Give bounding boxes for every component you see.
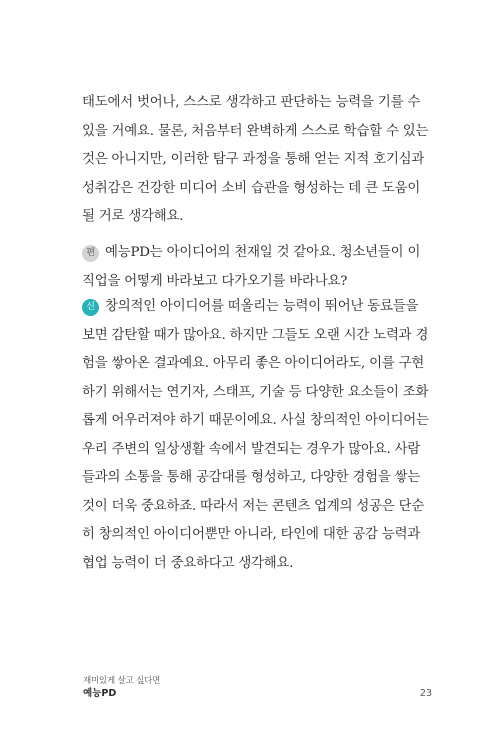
book-subtitle: 재미있게 살고 싶다면 bbox=[83, 676, 161, 686]
answer-line: 것이 더욱 중요하죠. 따라서 저는 콘텐츠 업계의 성공은 단순 bbox=[82, 498, 425, 514]
answer-line: 들과의 소통을 통해 공감대를 형성하고, 다양한 경험을 쌓는 bbox=[82, 470, 421, 485]
answer-line: 하기 위해서는 연기자, 스태프, 기술 등 다양한 요소들이 조화 bbox=[82, 384, 429, 400]
answer-line: 히 창의적인 아이디어뿐만 아니라, 타인에 대한 공감 능력과 bbox=[82, 527, 421, 542]
text-line: 것은 아니지만, 이러한 탐구 과정을 통해 얻는 지적 호기심과 bbox=[82, 152, 425, 167]
answer-line: 험을 쌓아온 결과예요. 아무리 좋은 아이디어라도, 이를 구현 bbox=[82, 356, 425, 371]
answer-line bbox=[82, 293, 432, 322]
answer-line: 우리 주변의 일상생활 속에서 발견되는 경우가 많아요. 사람 bbox=[82, 441, 421, 457]
text-line: 있을 거예요. 물론, 처음부터 완벽하게 스스로 학습할 수 있는 bbox=[82, 123, 429, 139]
interviewee-badge: 신 bbox=[82, 299, 99, 316]
text-line: 성취감은 건강한 미디어 소비 습관을 형성하는 데 큰 도움이 bbox=[82, 180, 421, 196]
answer-text: 창의적인 아이디어를 떠올리는 능력이 뛰어난 동료들을 bbox=[105, 299, 419, 314]
paragraph-intro bbox=[82, 89, 432, 232]
question-text: 예능PD는 아이디어의 천재일 것 같아요. 청소년들이 이 bbox=[105, 245, 421, 260]
question-line bbox=[82, 239, 432, 268]
question-line: 직업을 어떻게 바라보고 다가오기를 바라나요? bbox=[82, 273, 348, 289]
answer-line: 보면 감탄할 때가 많아요. 하지만 그들도 오랜 시간 노력과 경 bbox=[82, 327, 429, 343]
page-number: 23 bbox=[419, 688, 432, 699]
answer-line: 협업 능력이 더 중요하다고 생각해요. bbox=[82, 555, 294, 571]
interview-answer bbox=[82, 293, 432, 578]
text-line: 태도에서 벗어나, 스스로 생각하고 판단하는 능력을 기를 수 bbox=[82, 95, 421, 110]
answer-line: 롭게 어우러져야 하기 때문이에요. 사실 창의적인 아이디어는 bbox=[82, 413, 429, 428]
running-footer bbox=[83, 675, 160, 700]
text-line: 될 거로 생각해요. bbox=[82, 209, 184, 224]
interviewer-badge: 편 bbox=[82, 245, 99, 262]
book-title: 예능PD bbox=[83, 688, 117, 699]
interview-question bbox=[82, 239, 432, 296]
